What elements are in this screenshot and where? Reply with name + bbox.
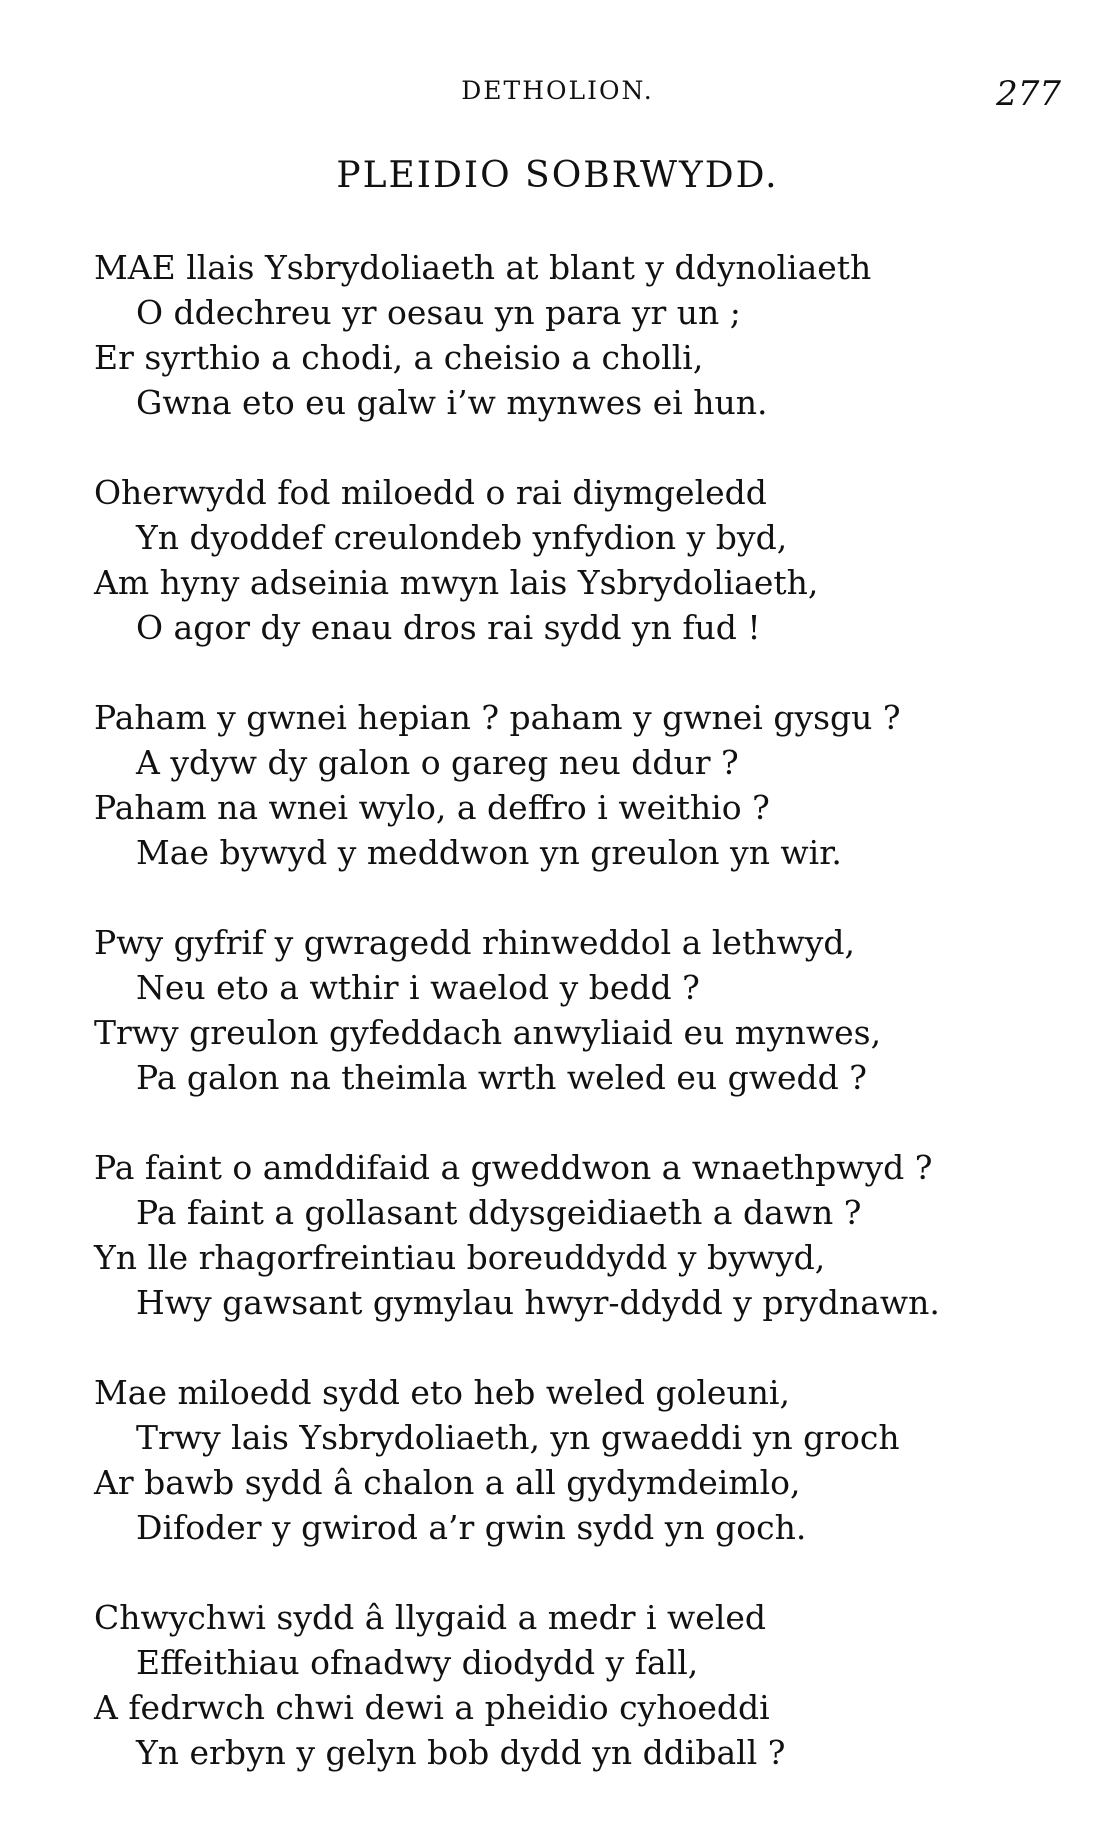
poem-line: Yn erbyn y gelyn bob dydd yn ddiball ?: [136, 1733, 786, 1772]
poem-line: Yn lle rhagorfreintiau boreuddydd y bywyd,: [94, 1238, 826, 1277]
stanza: [94, 1595, 1084, 1775]
poem-line: Pa faint a gollasant ddysgeidiaeth a dawn ?: [136, 1193, 862, 1232]
poem-line: Am hyny adseinia mwyn lais Ysbrydoliaeth,: [94, 563, 819, 602]
page-number: 277: [996, 74, 1061, 114]
poem-line: Yn dyoddef creulondeb ynfydion y byd,: [136, 518, 788, 557]
poem-line: A fedrwch chwi dewi a pheidio cyhoeddi: [94, 1688, 770, 1727]
poem-line: Hwy gawsant gymylau hwyr-ddydd y prydnawn.: [136, 1283, 940, 1322]
poem-line: Mae miloedd sydd eto heb weled goleuni,: [94, 1373, 790, 1412]
poem-title: PLEIDIO SOBRWYDD.: [336, 155, 779, 196]
poem-line: Pa galon na theimla wrth weled eu gwedd ?: [136, 1058, 867, 1097]
poem-line: Trwy lais Ysbrydoliaeth, yn gwaeddi yn groch: [136, 1418, 900, 1457]
stanza: [94, 695, 1084, 875]
stanza: [94, 470, 1084, 650]
poem-line: O agor dy enau dros rai sydd yn fud !: [136, 608, 761, 647]
poem-line: Ar bawb sydd â chalon a all gydymdeimlo,: [94, 1463, 801, 1502]
stanza: [94, 1370, 1084, 1550]
poem-line: Neu eto a wthir i waelod y bedd ?: [136, 968, 700, 1007]
running-header: [0, 76, 1115, 116]
stanza: [94, 920, 1084, 1100]
stanza: [94, 1145, 1084, 1325]
stanza: [94, 245, 1084, 425]
running-title: DETHOLION.: [461, 76, 654, 105]
poem-line: Effeithiau ofnadwy diodydd y fall,: [136, 1643, 699, 1682]
poem-body: [94, 245, 1084, 1820]
poem-line: Pa faint o amddifaid a gweddwon a wnaethpwyd ?: [94, 1148, 933, 1187]
poem-line: MAE llais Ysbrydoliaeth at blant y ddynoliaeth: [94, 248, 872, 287]
poem-line: O ddechreu yr oesau yn para yr un ;: [136, 293, 741, 332]
poem-line: Trwy greulon gyfeddach anwyliaid eu mynwes,: [94, 1013, 882, 1052]
poem-line: Gwna eto eu galw i’w mynwes ei hun.: [136, 383, 768, 422]
poem-line: Oherwydd fod miloedd o rai diymgeledd: [94, 473, 767, 512]
poem-line: Chwychwi sydd â llygaid a medr i weled: [94, 1598, 767, 1637]
poem-line: Mae bywyd y meddwon yn greulon yn wir.: [136, 833, 842, 872]
poem-line: Paham y gwnei hepian ? paham y gwnei gysgu ?: [94, 698, 901, 737]
poem-line: A ydyw dy galon o gareg neu ddur ?: [136, 743, 739, 782]
poem-line: Er syrthio a chodi, a cheisio a cholli,: [94, 338, 704, 377]
poem-line: Pwy gyfrif y gwragedd rhinweddol a lethwyd,: [94, 923, 855, 962]
poem-line: Paham na wnei wylo, a deffro i weithio ?: [94, 788, 770, 827]
poem-line: Difoder y gwirod a’r gwin sydd yn goch.: [136, 1508, 807, 1547]
